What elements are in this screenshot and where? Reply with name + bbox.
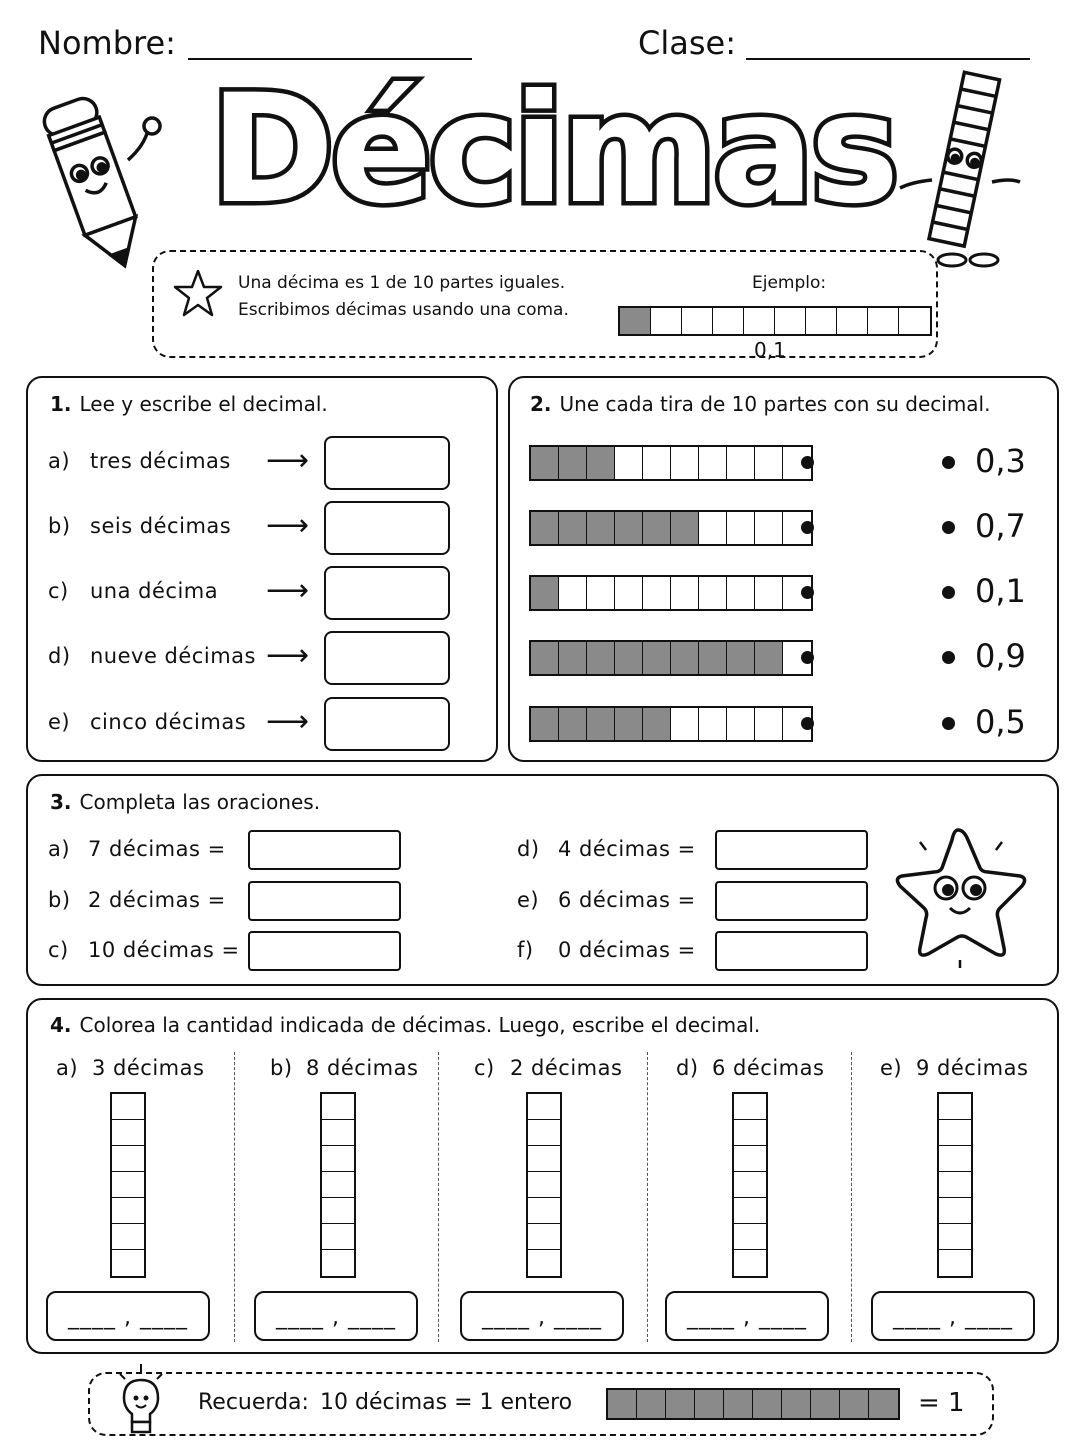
strip-cell <box>699 447 727 479</box>
match-dot-left[interactable] <box>801 521 814 534</box>
item-letter: d) <box>48 644 71 668</box>
star-mascot-icon <box>888 822 1036 972</box>
arrow-right-icon: ⟶ <box>266 508 310 543</box>
strip-cell <box>671 512 699 544</box>
strip-cell <box>643 447 671 479</box>
match-dot-right[interactable] <box>942 456 955 469</box>
strip-cell <box>637 1390 666 1418</box>
column-divider <box>234 1052 235 1342</box>
item-text: 2 décimas = <box>88 888 226 912</box>
strip-cell[interactable] <box>528 1094 560 1120</box>
item-text: 6 décimas = <box>558 888 696 912</box>
match-dot-left[interactable] <box>801 717 814 730</box>
strip-cell[interactable] <box>734 1250 766 1276</box>
answer-box[interactable] <box>248 881 401 921</box>
tenths-strip <box>529 445 813 481</box>
strip-cell[interactable] <box>939 1172 971 1198</box>
strip-cell <box>615 512 643 544</box>
column-divider <box>438 1052 439 1342</box>
section-3-title-text: Completa las oraciones. <box>79 790 321 814</box>
example-strip <box>618 306 932 336</box>
strip-cell <box>643 708 671 740</box>
intro-line-1: Una décima es 1 de 10 partes iguales. <box>238 273 566 293</box>
strip-cell[interactable] <box>112 1146 144 1172</box>
strip-cell <box>755 447 783 479</box>
strip-cell <box>615 577 643 609</box>
section-1-title-text: Lee y escribe el decimal. <box>79 392 328 416</box>
section-3-title <box>50 790 320 814</box>
answer-box[interactable] <box>324 566 450 620</box>
section-2-title <box>530 392 990 416</box>
class-label: Clase: <box>638 24 736 62</box>
strip-cell <box>869 1390 898 1418</box>
strip-cell[interactable] <box>528 1120 560 1146</box>
match-dot-left[interactable] <box>801 456 814 469</box>
match-dot-right[interactable] <box>942 651 955 664</box>
strip-cell <box>868 308 899 334</box>
strip-cell <box>755 512 783 544</box>
item-letter: a) <box>48 837 71 861</box>
strip-cell <box>840 1390 869 1418</box>
strip-cell <box>837 308 868 334</box>
strip-cell <box>559 708 587 740</box>
strip-cell[interactable] <box>322 1250 354 1276</box>
item-text: 6 décimas <box>712 1056 825 1080</box>
strip-cell <box>531 512 559 544</box>
item-letter: e) <box>48 710 71 734</box>
lightbulb-icon <box>112 1362 170 1442</box>
strip-cell <box>671 447 699 479</box>
strip-cell <box>643 642 671 674</box>
strip-cell[interactable] <box>734 1224 766 1250</box>
strip-cell <box>755 642 783 674</box>
strip-cell[interactable] <box>112 1172 144 1198</box>
decimal-answer-box[interactable] <box>46 1291 210 1341</box>
answer-box[interactable] <box>324 631 450 685</box>
arrow-right-icon: ⟶ <box>266 704 310 739</box>
section-4-title <box>50 1013 760 1037</box>
strip-cell <box>587 512 615 544</box>
answer-box[interactable] <box>715 881 868 921</box>
strip-cell <box>727 642 755 674</box>
vertical-tenths-strip[interactable] <box>110 1092 146 1278</box>
strip-cell <box>806 308 837 334</box>
remember-text: 10 décimas = 1 entero <box>320 1390 573 1415</box>
strip-cell <box>615 447 643 479</box>
item-text: 2 décimas <box>510 1056 623 1080</box>
match-dot-right[interactable] <box>942 521 955 534</box>
item-letter: b) <box>270 1056 293 1080</box>
strip-cell <box>587 708 615 740</box>
vertical-tenths-strip[interactable] <box>320 1092 356 1278</box>
answer-box[interactable] <box>715 931 868 971</box>
strip-cell <box>531 577 559 609</box>
strip-cell <box>531 642 559 674</box>
decimal-blank: ____ , ____ <box>68 1305 188 1330</box>
strip-cell[interactable] <box>734 1120 766 1146</box>
remember-strip <box>606 1388 900 1420</box>
strip-cell <box>682 308 713 334</box>
item-text: 0 décimas = <box>558 938 696 962</box>
vertical-tenths-strip[interactable] <box>526 1092 562 1278</box>
strip-mascot-icon <box>892 70 1032 270</box>
pencil-mascot-icon <box>36 88 166 270</box>
example-value: 0,1 <box>754 338 786 362</box>
strip-cell[interactable] <box>939 1198 971 1224</box>
strip-cell[interactable] <box>322 1094 354 1120</box>
strip-cell[interactable] <box>322 1120 354 1146</box>
strip-cell <box>559 577 587 609</box>
decimal-blank: ____ , ____ <box>893 1305 1013 1330</box>
strip-cell[interactable] <box>112 1198 144 1224</box>
decimal-blank: ____ , ____ <box>276 1305 396 1330</box>
strip-cell[interactable] <box>734 1198 766 1224</box>
strip-cell[interactable] <box>939 1250 971 1276</box>
item-text: una décima <box>90 579 219 603</box>
strip-cell <box>615 642 643 674</box>
item-letter: d) <box>676 1056 699 1080</box>
strip-cell <box>587 577 615 609</box>
section-4-title-text: Colorea la cantidad indicada de décimas. Luego, escribe el decimal. <box>79 1013 761 1037</box>
strip-cell <box>587 642 615 674</box>
match-dot-left[interactable] <box>801 651 814 664</box>
item-text: cinco décimas <box>90 710 247 734</box>
vertical-tenths-strip[interactable] <box>732 1092 768 1278</box>
item-letter: e) <box>517 888 540 912</box>
strip-cell <box>727 708 755 740</box>
strip-cell[interactable] <box>528 1250 560 1276</box>
decimal-answer-box[interactable] <box>871 1291 1035 1341</box>
answer-box[interactable] <box>324 436 450 490</box>
strip-cell[interactable] <box>734 1172 766 1198</box>
tenths-strip <box>529 575 813 611</box>
decimal-blank: ____ , ____ <box>687 1305 807 1330</box>
strip-cell <box>643 512 671 544</box>
decimal-answer-box[interactable] <box>254 1291 418 1341</box>
section-2-title-text: Une cada tira de 10 partes con su decimal. <box>559 392 991 416</box>
remember-equals: = 1 <box>918 1388 965 1418</box>
item-text: tres décimas <box>90 449 231 473</box>
strip-cell <box>671 577 699 609</box>
strip-cell <box>727 512 755 544</box>
strip-cell[interactable] <box>734 1094 766 1120</box>
strip-cell[interactable] <box>322 1224 354 1250</box>
example-label: Ejemplo: <box>752 273 827 293</box>
decimal-value: 0,3 <box>975 442 1026 480</box>
answer-box[interactable] <box>248 931 401 971</box>
decimal-value: 0,1 <box>975 572 1026 610</box>
item-text: 9 décimas <box>916 1056 1029 1080</box>
item-letter: c) <box>474 1056 495 1080</box>
strip-cell[interactable] <box>939 1120 971 1146</box>
strip-cell <box>899 308 930 334</box>
strip-cell[interactable] <box>322 1198 354 1224</box>
column-divider <box>851 1052 852 1342</box>
item-text: 4 décimas = <box>558 837 696 861</box>
strip-cell[interactable] <box>939 1146 971 1172</box>
strip-cell <box>671 642 699 674</box>
strip-cell <box>775 308 806 334</box>
strip-cell <box>699 708 727 740</box>
strip-cell <box>671 708 699 740</box>
strip-cell <box>782 1390 811 1418</box>
item-letter: a) <box>56 1056 79 1080</box>
item-letter: f) <box>517 938 534 962</box>
item-letter: d) <box>517 837 540 861</box>
strip-cell[interactable] <box>322 1172 354 1198</box>
strip-cell <box>608 1390 637 1418</box>
item-text: 10 décimas = <box>88 938 240 962</box>
answer-box[interactable] <box>715 830 868 870</box>
strip-cell[interactable] <box>528 1224 560 1250</box>
match-dot-left[interactable] <box>801 586 814 599</box>
decimal-answer-box[interactable] <box>460 1291 624 1341</box>
strip-cell <box>727 577 755 609</box>
strip-cell <box>744 308 775 334</box>
strip-cell <box>559 642 587 674</box>
arrow-right-icon: ⟶ <box>266 638 310 673</box>
strip-cell[interactable] <box>939 1094 971 1120</box>
vertical-tenths-strip[interactable] <box>937 1092 973 1278</box>
section-2-number: 2. <box>530 392 552 416</box>
strip-cell <box>753 1390 782 1418</box>
star-icon <box>172 268 224 320</box>
strip-cell <box>559 512 587 544</box>
strip-cell <box>587 447 615 479</box>
decimal-value: 0,7 <box>975 507 1026 545</box>
strip-cell <box>699 512 727 544</box>
strip-cell <box>699 577 727 609</box>
strip-cell <box>699 642 727 674</box>
match-dot-right[interactable] <box>942 717 955 730</box>
item-letter: e) <box>880 1056 903 1080</box>
column-divider <box>647 1052 648 1342</box>
item-text: nueve décimas <box>90 644 256 668</box>
item-text: 3 décimas <box>92 1056 205 1080</box>
decimal-value: 0,9 <box>975 637 1026 675</box>
strip-cell <box>695 1390 724 1418</box>
strip-cell <box>651 308 682 334</box>
answer-box[interactable] <box>324 501 450 555</box>
answer-box[interactable] <box>324 697 450 751</box>
arrow-right-icon: ⟶ <box>266 573 310 608</box>
item-letter: c) <box>48 938 69 962</box>
section-4-number: 4. <box>50 1013 72 1037</box>
remember-label: Recuerda: <box>198 1390 309 1415</box>
strip-cell <box>724 1390 753 1418</box>
strip-cell <box>666 1390 695 1418</box>
strip-cell <box>713 308 744 334</box>
strip-cell <box>531 708 559 740</box>
strip-cell[interactable] <box>528 1146 560 1172</box>
strip-cell[interactable] <box>528 1172 560 1198</box>
strip-cell <box>620 308 651 334</box>
section-3-number: 3. <box>50 790 72 814</box>
item-text: 8 décimas <box>306 1056 419 1080</box>
section-1-number: 1. <box>50 392 72 416</box>
strip-cell[interactable] <box>112 1120 144 1146</box>
strip-cell[interactable] <box>939 1224 971 1250</box>
strip-cell <box>643 577 671 609</box>
intro-line-2: Escribimos décimas usando una coma. <box>238 300 569 320</box>
strip-cell <box>615 708 643 740</box>
decimal-value: 0,5 <box>975 703 1026 741</box>
item-letter: b) <box>48 888 71 912</box>
answer-box[interactable] <box>248 830 401 870</box>
strip-cell[interactable] <box>734 1146 766 1172</box>
strip-cell <box>531 447 559 479</box>
strip-cell[interactable] <box>112 1250 144 1276</box>
item-letter: c) <box>48 579 69 603</box>
strip-cell <box>559 447 587 479</box>
strip-cell <box>727 447 755 479</box>
item-letter: a) <box>48 449 71 473</box>
decimal-blank: ____ , ____ <box>482 1305 602 1330</box>
strip-cell[interactable] <box>322 1146 354 1172</box>
tenths-strip <box>529 510 813 546</box>
match-dot-right[interactable] <box>942 586 955 599</box>
section-1-title <box>50 392 328 416</box>
strip-cell <box>755 708 783 740</box>
item-text: seis décimas <box>90 514 232 538</box>
strip-cell[interactable] <box>112 1094 144 1120</box>
strip-cell <box>755 577 783 609</box>
arrow-right-icon: ⟶ <box>266 443 310 478</box>
tenths-strip <box>529 706 813 742</box>
item-text: 7 décimas = <box>88 837 226 861</box>
strip-cell[interactable] <box>112 1224 144 1250</box>
tenths-strip <box>529 640 813 676</box>
decimal-answer-box[interactable] <box>665 1291 829 1341</box>
item-letter: b) <box>48 514 71 538</box>
page-title: Décimas <box>210 63 896 237</box>
strip-cell <box>811 1390 840 1418</box>
strip-cell[interactable] <box>528 1198 560 1224</box>
name-label: Nombre: <box>38 24 176 62</box>
